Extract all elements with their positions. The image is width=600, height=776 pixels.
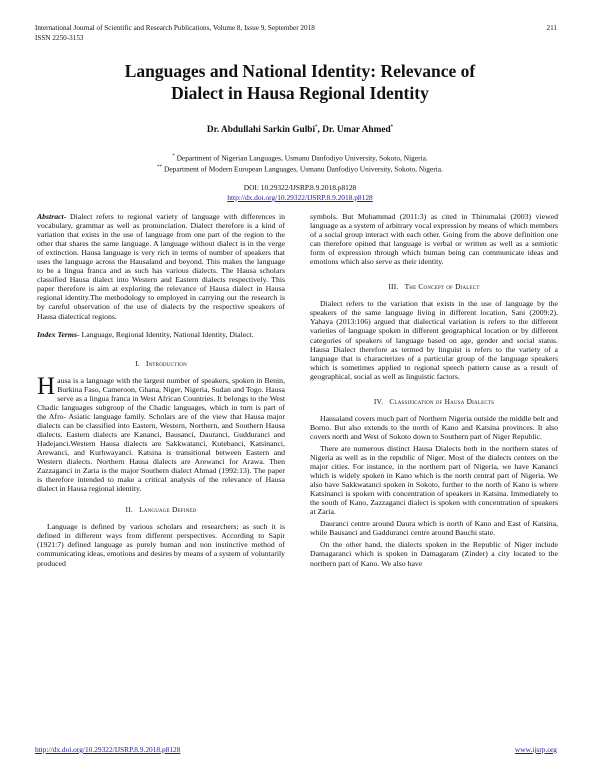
section-heading-classification	[310, 397, 558, 406]
index-terms-text: - Language, Regional Identity, National Identity, Dialect.	[76, 329, 254, 339]
page-number: 211	[546, 24, 557, 32]
affil-1-text: Department of Nigerian Languages, Usmanu Danfodiyo University, Sokoto, Nigeria.	[176, 153, 428, 163]
author-1-mark: *	[315, 125, 318, 130]
section-2-number: II.	[125, 505, 133, 515]
dialect-concept-paragraph: Dialect refers to the variation that exists in the use of language by the speakers of the same language living in different location, Sani (2009:2). Yahaya (2013:106) argued that dialectical variation is refers to the different varieties of language spoken in different geographical location or by different categories of speakers of language based on age, gender and social status. Hausa Dialect therefore as termed by linguist is refers to the variety of a language that is characterizes of a particular group of the language speakers which is sometimes applied to regional speech pattern cause as a result of geographical, social as well as linguistic factors.	[310, 299, 558, 381]
section-3-number: III.	[388, 282, 399, 292]
classification-paragraph-3: Dauranci centre around Daura which is north of Kano and East of Katsina, while Bausanci and Gadduranci centre around Bauchi state.	[310, 519, 558, 538]
title-line-2: Dialect in Hausa Regional Identity	[171, 83, 429, 103]
author-2-mark: *	[390, 125, 394, 130]
abstract-text: Dialect refers to regional variety of language with differences in vocabulary, grammar as well as pronunciation. Dialect therefore is a kind of variation that exists in the use of language from one part of the region to the other that shares the same language. A language without dialect is in the verge of extinction. Hausa language is very rich in terms of number of speakers that uses the language across the Hausaland and beyond. This makes the language to be a lingua franca and as such has various dialects. The Hausa scholars classified Hausa dialect into Western and Eastern dialects respectively. This paper therefore is aim at exploring the relevance of Hausa dialect in Hausa regional identity.The methodology to employed in carrying out the research is by careful observation of the use of dialects by the respective speakers of Hausa dialectical regions.	[37, 212, 285, 321]
footer-site-link[interactable]: www.ijsrp.org	[514, 745, 557, 754]
classification-paragraph-4: On the other hand, the dialects spoken in the Republic of Niger include Damagaranci which is spoken in Damagaram (Zinder) a city located to the northern part of Kano. We also have	[310, 540, 558, 568]
author-2: Dr. Umar Ahmed	[322, 125, 391, 136]
issn: ISSN 2250-3153	[35, 33, 84, 42]
authors	[40, 125, 560, 135]
index-terms	[37, 330, 285, 339]
language-defined-paragraph: Language is defined by various scholars and researchers; as such it is defined in different ways from different perspectives. According to Sapir (1921:7) defined language as purely human and non instinctive method of communicating ideas, emotions and desires by means of a system of voluntarily produced	[37, 522, 285, 568]
doi-text: DOI: 10.29322/IJSRP.8.9.2018.p8128	[243, 183, 357, 192]
affil-2-mark: **	[157, 165, 163, 171]
title-line-1: Languages and National Identity: Relevance of	[124, 61, 476, 81]
section-heading-concept-of-dialect	[310, 282, 558, 291]
section-4-number: IV.	[373, 396, 384, 406]
doi-link[interactable]: http://dx.doi.org/10.29322/IJSRP.8.9.2018.p8128	[227, 193, 373, 202]
abstract-label: Abstract-	[37, 212, 67, 221]
section-2-title: Language Defined	[139, 505, 197, 515]
author-separator: ,	[317, 125, 323, 136]
left-column	[37, 212, 285, 568]
affiliations	[40, 152, 560, 175]
journal-line: International Journal of Scientific and Research Publications, Volume 8, Issue 9, September 2018	[35, 24, 315, 32]
section-heading-introduction	[37, 359, 285, 368]
paper-title	[40, 60, 560, 104]
section-1-title: Introduction	[145, 358, 187, 368]
section-4-title: Classification of Hausa Dialects	[389, 396, 495, 406]
affil-2-text: Department of Modern European Languages, Usmanu Danfodiyo University, Sokoto, Nigeria.	[164, 164, 443, 174]
drop-cap: H	[37, 372, 56, 400]
abstract	[37, 212, 285, 321]
affil-1-mark: *	[172, 154, 175, 159]
section-heading-language-defined	[37, 505, 285, 514]
author-1: Dr. Abdullahi Sarkin Gulbi	[206, 125, 316, 136]
section-1-number: I.	[135, 358, 140, 368]
classification-paragraph-1: Hausaland covers much part of Northern Nigeria outside the middle belt and Borno. But also extends to the north of Kano and Katsina provinces. It also covers north and West of Sokoto down to Southern part of Niger Republic.	[310, 413, 558, 441]
section-3-title: The Concept of Dialect	[404, 282, 480, 292]
language-definition-continued: symbols. But Muhammad (2011:3) as cited in Thirumalai (2003) viewed language as a system of arbitrary vocal expression by means of which members of a social group interact with each other. Going from the above definition one can therefore opined that language is verbal or written as well as a semiotic form of expression through which human being can communicate ideas and emotions which also serve as their identity.	[310, 212, 558, 267]
running-header	[35, 24, 315, 43]
intro-paragraph	[37, 372, 285, 494]
footer-doi-link[interactable]: http://dx.doi.org/10.29322/IJSRP.8.9.2018.p8128	[35, 745, 181, 754]
index-terms-label: Index Terms	[37, 329, 77, 339]
affiliation-1	[40, 152, 560, 163]
right-column	[310, 212, 558, 568]
classification-paragraph-2: There are numerous distinct Hausa Dialects both in the northern states of Nigeria as well as in the republic of Niger. Most of the dialects centers on the major cities. For instance, in the northern part of Nigeria, we have Kananci which is widely spoken in Kano which is the north central part of Nigeria. We also have Sakkwatanci spoken in Sokoto, further to the north of Kano is where Katsinanci is spoken with concentration of speakers in Katsina. Immediately to the south of Kano, Zazzaganci dialect is spoken with concentration of speakers at Zaria.	[310, 443, 558, 517]
doi-block	[40, 183, 560, 203]
intro-text: ausa is a language with the largest number of speakers, spoken in Benin, Burkina Faso, Cameroon, Ghana, Niger, Nigeria, Sudan and Togo. Hausa serve as a lingua franca in West African Countries. It belongs to the West Chadic languages subgroup of the Chadic languages, which in turn is part of the Afro- Asiatic language family. Scholars are of the view that Hausa major dialects can be classified into Eastern, Western, Northern, and Southern Hausa dialects. Eastern dialects are Kananci, Bausanci, Dauranci, Gudduranci and Hadejanci.Western Hausa dialects are Sakkwatanci, Kutebanci, Katsinanci, Arewanci, and Kurhwayanci. Katsina is transitional between Eastern and Western dialects. Northern Hausa dialects are Arewanci for Arawa. Then Zazzaganci in Zaria is the major Southern dialect Ahmad (1992:13). The paper is therefore intended to make a critical analysis of the relevance of Hausa dialect in Hausa regional identity.	[37, 375, 285, 494]
affiliation-2	[40, 163, 560, 174]
